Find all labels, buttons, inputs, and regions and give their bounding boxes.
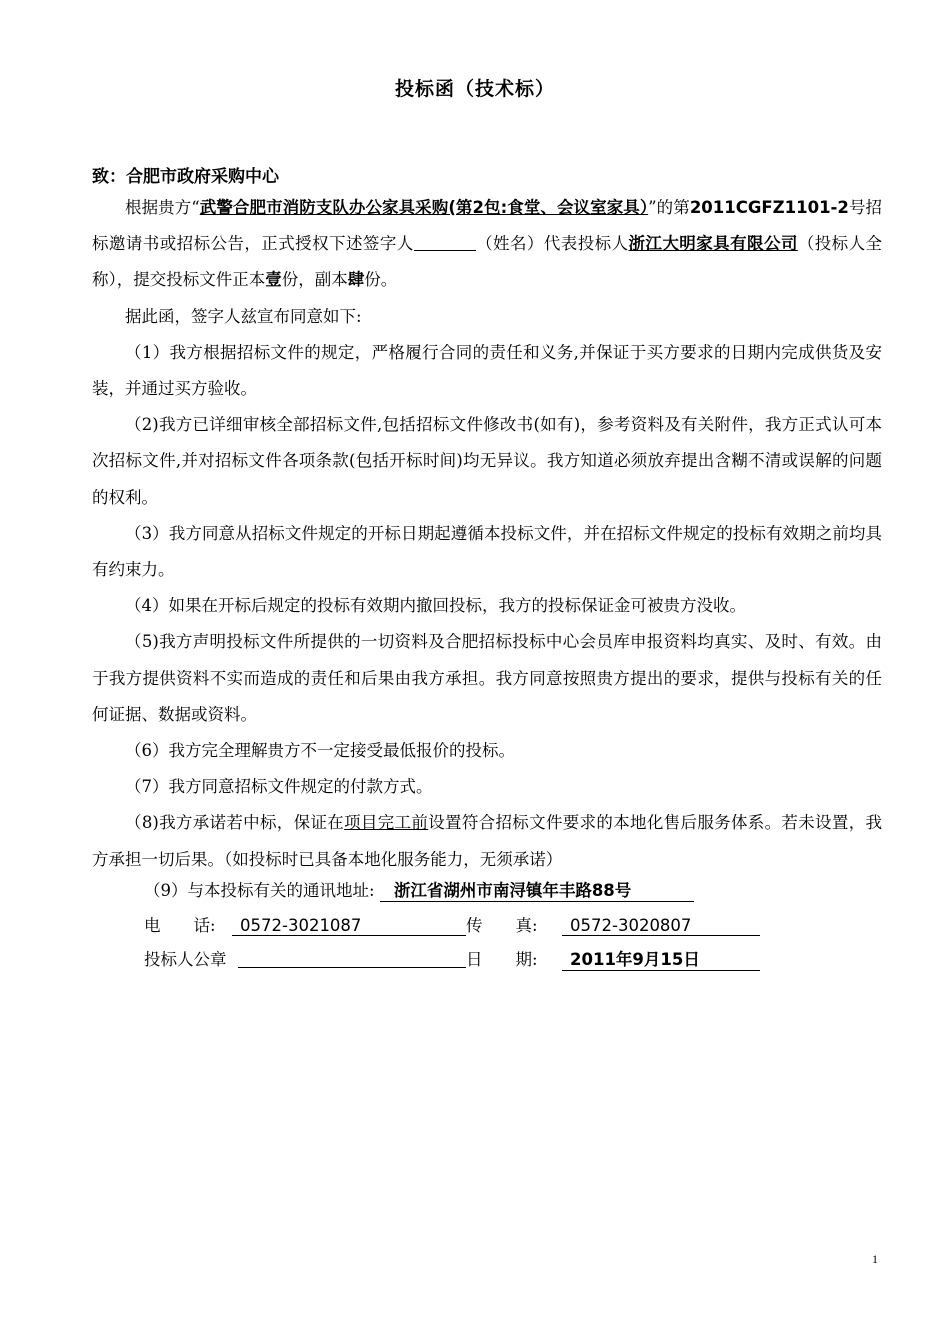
signatory-blank [414, 234, 476, 252]
intro-text: （姓名）代表投标人 [475, 234, 629, 254]
declaration-line: 据此函，签字人兹宣布同意如下: [125, 306, 362, 326]
fax-value: 0572-3020807 [562, 916, 760, 936]
clause-6: （6）我方完全理解贵方不一定接受最低报价的投标。 [125, 741, 515, 761]
copies-count: 肆 [347, 270, 365, 290]
originals-count: 壹 [265, 270, 282, 290]
bidder-name: 浙江大明家具有限公司 [628, 234, 798, 254]
clause-8 [92, 805, 882, 877]
address-row [144, 877, 694, 902]
intro-text: 号招标邀请书或招标公告，正式授权下述签字人 [92, 198, 883, 254]
phone-value: 0572-3021087 [232, 916, 466, 936]
page-number: 1 [872, 1252, 878, 1266]
fax-label: 传 真: [466, 916, 538, 935]
intro-text: ”的第 [648, 198, 690, 217]
phone-label: 电 话: [144, 916, 216, 935]
seal-blank [238, 949, 466, 968]
intro-text: 份，副本 [281, 270, 348, 290]
phone-fax-row [144, 912, 760, 936]
clause-8-text: （8)我方承诺若中标，保证在 [125, 813, 345, 833]
intro-text: 份。 [364, 270, 398, 290]
document-title: 投标函（技术标） [394, 78, 555, 100]
clause-8-deadline: 项目完工前 [344, 813, 429, 833]
clause-7: （7）我方同意招标文件规定的付款方式。 [125, 777, 433, 797]
clause-3: （3）我方同意从招标文件规定的开标日期起遵循本投标文件，并在招标文件规定的投标有效期之前均具有约束力。 [92, 523, 882, 580]
letter-body [92, 190, 882, 878]
date-label: 日 期: [466, 950, 538, 969]
recipient-line: 致：合肥市政府采购中心 [92, 167, 279, 187]
clause-8-text: 设置符合招标文件要求的本地化售后服务体系。若未设置，我方承担一切后果。（如投标时已具备本地化服务能力，无须承诺） [92, 813, 883, 869]
clause-5: （5)我方声明投标文件所提供的一切资料及合肥招标投标中心会员库申报资料均真实、及时、有效。由于我方提供资料不实而造成的责任和后果由我方承担。我方同意按照贵方提出的要求，提供与投标有关的任何证据、数据或资料。 [92, 632, 882, 724]
clause-1: （1）我方根据招标文件的规定，严格履行合同的责任和义务,并保证于买方要求的日期内完成供货及安装，并通过买方验收。 [92, 342, 882, 399]
clause-2: （2)我方已详细审核全部招标文件,包括招标文件修改书(如有)，参考资料及有关附件，我方正式认可本次招标文件,并对招标文件各项条款(包括开标时间)均无异议。我方知道必须放弃提出含糊不清或误解的问题的权利。 [92, 415, 882, 507]
seal-date-row [144, 946, 760, 971]
intro-text: （投标人全称），提交投标文件正本 [92, 234, 883, 290]
project-number: 2011CGFZ1101-2 [689, 198, 849, 217]
intro-paragraph [92, 190, 882, 299]
date-value: 2011年9月15日 [562, 946, 760, 971]
address-label: （9）与本投标有关的通讯地址: [144, 881, 375, 900]
clause-4: （4）如果在开标后规定的投标有效期内撤回投标，我方的投标保证金可被贵方没收。 [125, 596, 746, 616]
address-value: 浙江省湖州市南浔镇年丰路88号 [380, 877, 694, 902]
intro-text: 根据贵方“ [125, 198, 200, 217]
seal-label: 投标人公章 [144, 950, 227, 969]
project-name: 武警合肥市消防支队办公家具采购(第2包:食堂、会议室家具） [199, 198, 649, 217]
